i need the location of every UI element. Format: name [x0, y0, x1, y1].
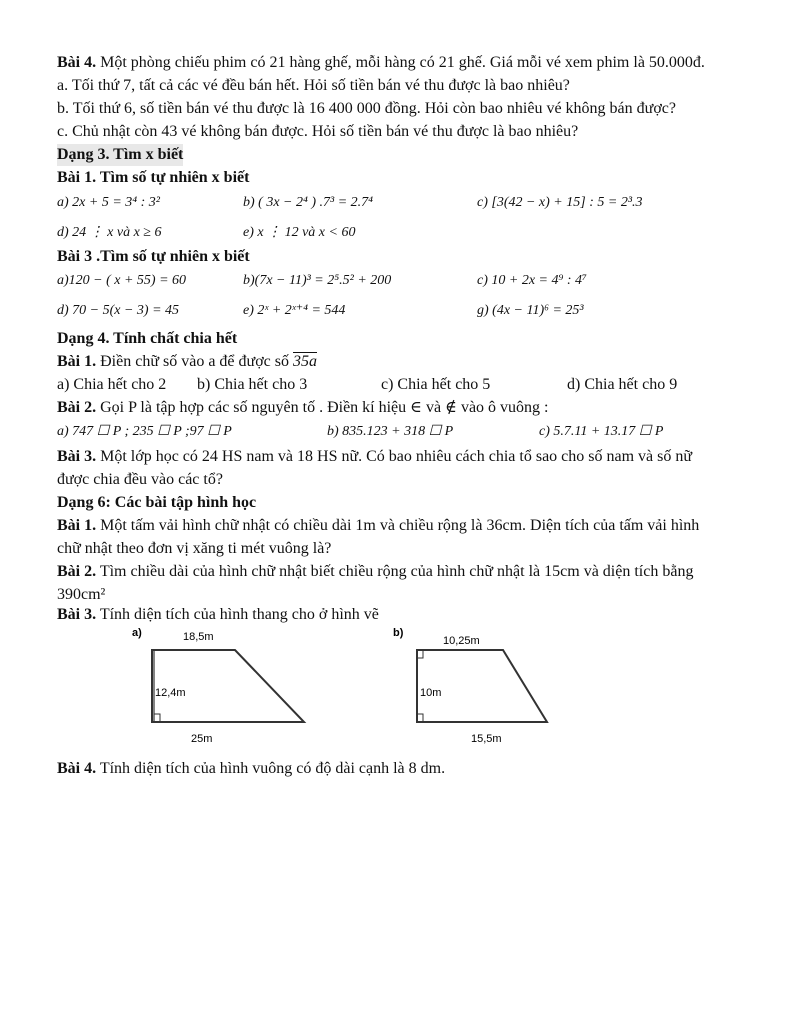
- fig-b-height: 10m: [420, 687, 442, 699]
- dang6-bai1-line2: chữ nhật theo đơn vị xăng ti mét vuông là?: [57, 540, 332, 557]
- dang3-bai1-e: e) x ⋮ 12 và x < 60: [243, 225, 356, 240]
- dang3-bai1-b: b) ( 3x − 2⁴ ) .7³ = 2.7⁴: [243, 195, 374, 210]
- fig-b-label: b): [393, 627, 404, 639]
- fig-a-trapezoid: [152, 650, 304, 722]
- dang3-bai3-c: c) 10 + 2x = 4⁹ : 4⁷: [477, 273, 587, 288]
- dang3-bai1-c: c) [3(42 − x) + 15] : 5 = 2³.3: [477, 195, 643, 210]
- bai4-title: Bài 4.: [57, 54, 97, 71]
- bai4-intro-text: Một phòng chiếu phim có 21 hàng ghế, mỗi hàng có 21 ghế. Giá mỗi vé xem phim là 50.000đ.: [96, 54, 705, 71]
- dang6-heading: Dạng 6: Các bài tập hình học: [57, 494, 257, 511]
- trapezoid-figure-a: [125, 624, 365, 748]
- dang4-bai1-text: Điền chữ số vào a để được số: [96, 353, 293, 370]
- fig-b-top-length: 10,25m: [443, 635, 480, 647]
- fig-b-trapezoid: [417, 650, 547, 722]
- dang4-bai1-opt-a: a) Chia hết cho 2: [57, 376, 167, 393]
- dang3-bai1-row1: [57, 192, 747, 216]
- dang3-bai3-d: d) 70 − 5(x − 3) = 45: [57, 303, 180, 318]
- fig-a-label: a): [132, 627, 142, 639]
- dang4-bai3-text: Một lớp học có 24 HS nam và 18 HS nữ. Có bao nhiêu cách chia tổ sao cho số nam và số nữ: [96, 448, 693, 465]
- dang4-bai1-title: Bài 1.: [57, 353, 97, 370]
- dang6-bai3-title: Bài 3.: [57, 606, 97, 623]
- dang4-bai2-row: [57, 421, 747, 443]
- dang6-bai3: [57, 604, 379, 626]
- dang4-bai1-opt-d: d) Chia hết cho 9: [567, 376, 678, 393]
- dang6-bai2-line2: 390cm²: [57, 586, 106, 603]
- dang4-bai2-b: b) 835.123 + 318 ☐ P: [327, 424, 454, 439]
- dang6-bai2-title: Bài 2.: [57, 563, 97, 580]
- dang3-bai3-title: Bài 3 .Tìm số tự nhiên x biết: [57, 248, 250, 265]
- dang6-bai2-line1: [57, 561, 693, 583]
- bai4-part-c: c. Chủ nhật còn 43 vé không bán được. Hỏi số tiền bán vé thu được là bao nhiêu?: [57, 123, 579, 140]
- dang4-heading: Dạng 4. Tính chất chia hết: [57, 330, 238, 347]
- dang4-bai2-c: c) 5.7.11 + 13.17 ☐ P: [539, 424, 664, 439]
- dang4-bai1-number: 35a: [293, 353, 317, 370]
- fig-a-height: 12,4m: [155, 687, 186, 699]
- dang3-bai3-row1: [57, 270, 747, 294]
- dang4-bai3-line2: được chia đều vào các tổ?: [57, 471, 223, 488]
- dang3-bai3-row2: [57, 300, 747, 324]
- dang4-bai2-text: Gọi P là tập hợp các số nguyên tố . Điền kí hiệu ∈ và ∉ vào ô vuông :: [96, 399, 549, 416]
- dang6-bai2-text: Tìm chiều dài của hình chữ nhật biết chiều rộng của hình chữ nhật là 15cm và diện tích bằng: [96, 563, 694, 580]
- fig-a-right-angle: [154, 714, 160, 722]
- dang3-bai1-a: a) 2x + 5 = 3⁴ : 3²: [57, 195, 160, 210]
- dang6-bai1-title: Bài 1.: [57, 517, 97, 534]
- dang6-bai4: [57, 758, 445, 780]
- dang6-bai1-text: Một tấm vải hình chữ nhật có chiều dài 1m và chiều rộng là 36cm. Diện tích của tấm vải hình: [96, 517, 700, 534]
- dang4-bai1-options: [57, 374, 747, 396]
- dang4-bai2-title: Bài 2.: [57, 399, 97, 416]
- dang6-bai4-title: Bài 4.: [57, 760, 97, 777]
- trapezoid-figure-b: [385, 624, 585, 748]
- dang4-bai1-opt-b: b) Chia hết cho 3: [197, 376, 308, 393]
- dang4-bai2-a: a) 747 ☐ P ; 235 ☐ P ;97 ☐ P: [57, 424, 232, 439]
- dang4-bai3-title: Bài 3.: [57, 448, 97, 465]
- dang3-bai3-b: b)(7x − 11)³ = 2⁵.5² + 200: [243, 273, 392, 288]
- fig-a-top-length: 18,5m: [183, 631, 214, 643]
- dang4-bai2: [57, 397, 549, 419]
- fig-b-bottom-length: 15,5m: [471, 733, 502, 745]
- dang3-bai1-d: d) 24 ⋮ x và x ≥ 6: [57, 225, 162, 240]
- dang3-bai3-e: e) 2ˣ + 2ˣ⁺⁴ = 544: [243, 303, 346, 318]
- dang3-heading: Dạng 3. Tìm x biết: [57, 144, 183, 166]
- dang3-bai1-row2: [57, 222, 747, 246]
- dang6-bai4-text: Tính diện tích của hình vuông có độ dài cạnh là 8 dm.: [96, 760, 446, 777]
- dang4-bai3-line1: [57, 446, 692, 468]
- dang6-bai3-text: Tính diện tích của hình thang cho ở hình vẽ: [96, 606, 379, 623]
- bai4-intro: [57, 52, 705, 74]
- bai4-part-b: b. Tối thứ 6, số tiền bán vé thu được là 16 400 000 đồng. Hỏi còn bao nhiêu vé không bán được?: [57, 100, 676, 117]
- dang4-bai1: [57, 351, 317, 373]
- dang3-bai1-title: Bài 1. Tìm số tự nhiên x biết: [57, 169, 250, 186]
- fig-a-bottom-length: 25m: [191, 733, 213, 745]
- bai4-part-a: a. Tối thứ 7, tất cả các vé đều bán hết. Hỏi số tiền bán vé thu được là bao nhiêu?: [57, 77, 570, 94]
- dang3-bai3-a: a)120 − ( x + 55) = 60: [57, 273, 187, 288]
- dang3-bai3-g: g) (4x − 11)⁶ = 25³: [477, 303, 584, 318]
- dang6-bai1-line1: [57, 515, 699, 537]
- dang4-bai1-opt-c: c) Chia hết cho 5: [381, 376, 491, 393]
